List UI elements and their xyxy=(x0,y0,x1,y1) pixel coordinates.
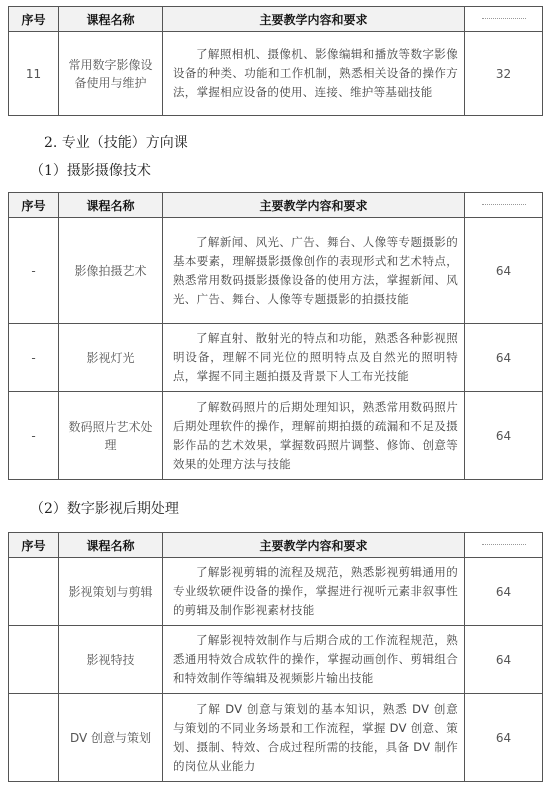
content-cell: 了解新闻、风光、广告、舞台、人像等专题摄影的基本要素，理解摄影摄像创作的表现形式和艺术特点，熟悉常用数码摄影摄像设备的使用方法，掌握新闻、风光、广告、舞台、人像等专题摄影的拍摄技能 xyxy=(163,218,465,324)
hours-header xyxy=(465,533,543,558)
hours-cell: 64 xyxy=(465,694,543,782)
seq-cell: - xyxy=(9,324,59,392)
course-header: 课程名称 xyxy=(59,193,163,218)
content-cell: 了解直射、散射光的特点和功能，熟悉各种影视照明设备，理解不同光位的照明特点及自然光的照明特点，掌握不同主题拍摄及背景下人工布光技能 xyxy=(163,324,465,392)
content-header: 主要教学内容和要求 xyxy=(163,533,465,558)
course-cell: 影视灯光 xyxy=(59,324,163,392)
seq-header: 序号 xyxy=(9,533,59,558)
course-cell: 常用数字影像设备使用与维护 xyxy=(59,32,163,116)
content-cell: 了解影视特效制作与后期合成的工作流程规范，熟悉通用特效合成软件的操作，掌握动画创作、剪辑组合和特效制作等编辑及视频影片输出技能 xyxy=(163,626,465,694)
section-title: 2. 专业（技能）方向课 xyxy=(44,135,188,151)
table-row xyxy=(9,392,543,480)
hours-cell: 32 xyxy=(465,32,543,116)
table-row xyxy=(9,626,543,694)
content-cell: 了解 DV 创意与策划的基本知识，熟悉 DV 创意与策划的不同业务场景和工作流程，掌握 DV 创意、策划、摄制、特效、合成过程所需的技能，具备 DV 制作的岗位从业能力 xyxy=(163,694,465,782)
course-table-3 xyxy=(8,532,543,782)
hours-cell: 64 xyxy=(465,558,543,626)
table-row xyxy=(9,32,543,116)
course-cell: 影视特技 xyxy=(59,626,163,694)
table-row xyxy=(9,694,543,782)
course-header: 课程名称 xyxy=(59,7,163,32)
course-header: 课程名称 xyxy=(59,533,163,558)
hours-cell: 64 xyxy=(465,218,543,324)
course-table-2 xyxy=(8,192,543,480)
table-header xyxy=(9,7,543,32)
content-header: 主要教学内容和要求 xyxy=(163,7,465,32)
seq-cell: - xyxy=(9,218,59,324)
hours-cell: 64 xyxy=(465,626,543,694)
table-header xyxy=(9,193,543,218)
seq-cell xyxy=(9,694,59,782)
seq-header: 序号 xyxy=(9,7,59,32)
course-cell: 影像拍摄艺术 xyxy=(59,218,163,324)
hours-cell: 64 xyxy=(465,324,543,392)
hours-cell: 64 xyxy=(465,392,543,480)
seq-cell: - xyxy=(9,392,59,480)
content-cell: 了解数码照片的后期处理知识，熟悉常用数码照片后期处理软件的操作，理解前期拍摄的疏漏和不足及摄影作品的艺术效果，掌握数码照片调整、修饰、创意等效果的处理方法与技能 xyxy=(163,392,465,480)
course-cell: 影视策划与剪辑 xyxy=(59,558,163,626)
table-row xyxy=(9,218,543,324)
seq-header: 序号 xyxy=(9,193,59,218)
hours-header xyxy=(465,193,543,218)
course-cell: DV 创意与策划 xyxy=(59,694,163,782)
seq-cell xyxy=(9,558,59,626)
seq-cell xyxy=(9,626,59,694)
subsection-title-2: （2）数字影视后期处理 xyxy=(30,501,179,517)
course-table-1 xyxy=(8,6,543,116)
table-row xyxy=(9,558,543,626)
content-cell: 了解照相机、摄像机、影像编辑和播放等数字影像设备的种类、功能和工作机制，熟悉相关设备的操作方法，掌握相应设备的使用、连接、维护等基础技能 xyxy=(163,32,465,116)
subsection-title-1: （1）摄影摄像技术 xyxy=(30,163,151,179)
table-row xyxy=(9,324,543,392)
table-header xyxy=(9,533,543,558)
content-cell: 了解影视剪辑的流程及规范，熟悉影视剪辑通用的专业级软硬件设备的操作，掌握进行视听元素非叙事性的剪辑及制作影视素材技能 xyxy=(163,558,465,626)
content-header: 主要教学内容和要求 xyxy=(163,193,465,218)
course-cell: 数码照片艺术处理 xyxy=(59,392,163,480)
hours-header xyxy=(465,7,543,32)
seq-cell: 11 xyxy=(9,32,59,116)
